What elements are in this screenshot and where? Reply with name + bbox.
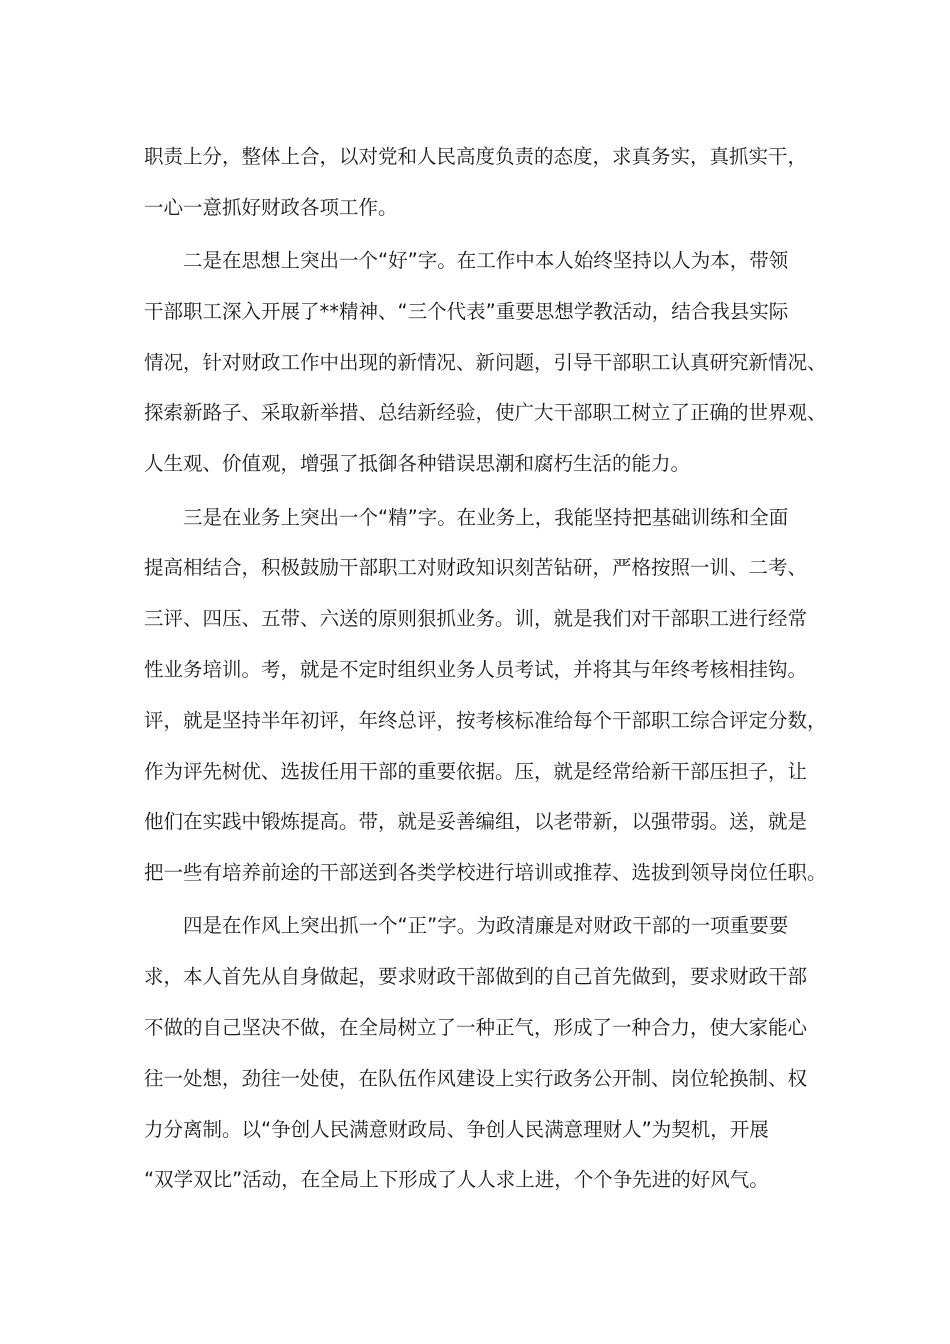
text-line: 求，本人首先从自身做起，要求财政干部做到的自己首先做到，要求财政干部 — [144, 965, 808, 989]
text-line: “双学双比”活动，在全局上下形成了人人求上进，个个争先进的好风气。 — [144, 1168, 769, 1192]
text-line: 四是在作风上突出抓一个“正”字。为政清廉是对财政干部的一项重要要 — [144, 914, 789, 938]
text-line: 往一处想，劲往一处使，在队伍作风建设上实行政务公开制、岗位轮换制、权 — [144, 1066, 808, 1090]
text-line: 作为评先树优、选拔任用干部的重要依据。压，就是经常给新干部压担子，让 — [144, 759, 808, 783]
text-line: 二是在思想上突出一个“好”字。在工作中本人始终坚持以人为本，带领 — [144, 249, 789, 273]
text-line: 力分离制。以“争创人民满意财政局、争创人民满意理财人”为契机，开展 — [144, 1117, 769, 1141]
text-line: 不做的自己坚决不做，在全局树立了一种正气，形成了一种合力，使大家能心 — [144, 1016, 808, 1040]
paragraph-1 — [144, 132, 814, 234]
text-line: 三是在业务上突出一个“精”字。在业务上，我能坚持把基础训练和全面 — [144, 505, 789, 529]
text-line: 干部职工深入开展了**精神、“三个代表”重要思想学教活动，结合我县实际 — [144, 299, 789, 323]
document-body — [144, 132, 827, 1206]
text-line: 性业务培训。考，就是不定时组织业务人员考试，并将其与年终考核相挂钩。 — [144, 657, 808, 681]
text-line: 把一些有培养前途的干部送到各类学校进行培训或推荐、选拔到领导岗位任职。 — [144, 861, 827, 885]
text-line: 探索新路子、采取新举措、总结新经验，使广大干部职工树立了正确的世界观、 — [144, 401, 827, 425]
text-line: 提高相结合，积极鼓励干部职工对财政知识刻苦钻研，严格按照一训、二考、 — [144, 556, 808, 580]
text-line: 评，就是坚持半年初评，年终总评，按考核标准给每个干部职工综合评定分数， — [144, 708, 827, 732]
paragraph-4 — [144, 901, 814, 1206]
text-line: 他们在实践中锻炼提高。带，就是妥善编组，以老带新，以强带弱。送，就是 — [144, 810, 808, 834]
paragraph-2 — [144, 236, 827, 490]
paragraph-3 — [144, 493, 827, 899]
text-line: 职责上分，整体上合，以对党和人民高度负责的态度，求真务实，真抓实干， — [144, 145, 808, 168]
text-line: 情况，针对财政工作中出现的新情况、新问题，引导干部职工认真研究新情况、 — [144, 350, 827, 374]
text-line: 三评、四压、五带、六送的原则狠抓业务。训，就是我们对干部职工进行经常 — [144, 607, 808, 631]
text-line: 人生观、价值观，增强了抵御各种错误思潮和腐朽生活的能力。 — [144, 452, 691, 476]
text-line: 一心一意抓好财政各项工作。 — [144, 195, 398, 219]
